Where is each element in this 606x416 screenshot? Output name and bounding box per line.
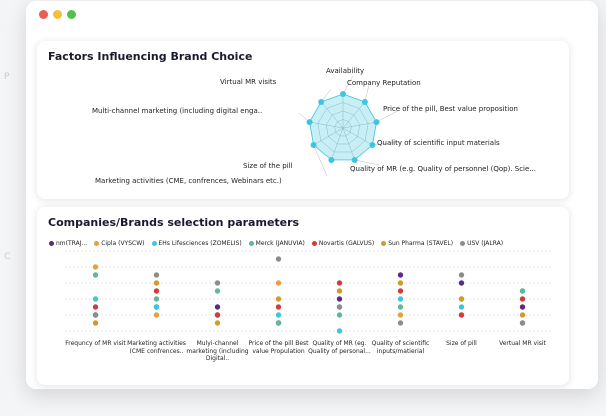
data-point	[276, 320, 281, 325]
data-point	[337, 296, 342, 301]
radar-axis-label: Marketing activities (CME, confrences, Webinars etc.)	[95, 177, 282, 185]
close-button[interactable]	[39, 10, 48, 19]
data-point	[154, 272, 159, 277]
legend-label: EHs Lifesciences (ZOMELIS)	[158, 240, 242, 247]
minimize-button[interactable]	[53, 10, 62, 19]
brands-title: Companies/Brands selection parameters	[48, 216, 300, 229]
data-point	[520, 304, 525, 309]
data-point	[215, 312, 220, 317]
data-point	[276, 256, 281, 261]
data-point	[459, 304, 464, 309]
data-point	[337, 304, 342, 309]
background-text: P	[4, 72, 10, 82]
x-axis-label: Size of pill	[446, 340, 477, 347]
x-axis-label: Vertual MR visit	[499, 340, 546, 347]
data-point	[459, 312, 464, 317]
radar-axis-label: Availability	[326, 67, 365, 75]
radar-point	[362, 99, 368, 105]
data-point	[215, 320, 220, 325]
x-axis-label: Quality of MR (eg. Quality of personal...	[308, 340, 371, 355]
legend-label: USV (JALRA)	[467, 240, 504, 247]
data-point	[93, 312, 98, 317]
legend-label: Novartis (GALVUS)	[318, 240, 375, 247]
legend-label: Merck (JANUVIA)	[255, 240, 305, 247]
radar-axis-label: Quality of scientific input materials	[377, 139, 500, 147]
data-point	[520, 296, 525, 301]
data-point	[459, 296, 464, 301]
x-axis-label: Frequncy of MR visit	[65, 340, 126, 347]
data-point	[276, 296, 281, 301]
data-point	[398, 272, 403, 277]
radar-axis-label: Virtual MR visits	[220, 78, 277, 86]
data-point	[398, 280, 403, 285]
x-axis-label: Price of the pill Best value Propulation	[248, 340, 309, 355]
x-axis-label: Marketing activities (CME confrences..	[127, 340, 186, 355]
radar-axis-label: Quality of MR (e.g. Quality of personnel (Qop). Scie...	[350, 165, 536, 173]
radar-point	[318, 99, 324, 105]
data-point	[93, 272, 98, 277]
factors-card	[37, 41, 569, 199]
brands-card	[37, 207, 569, 385]
data-point	[398, 320, 403, 325]
data-point	[93, 304, 98, 309]
data-point	[93, 296, 98, 301]
x-axis-label: Quality of scientific inputs/matierial	[371, 340, 430, 355]
data-point	[93, 320, 98, 325]
radar-point	[373, 119, 379, 125]
data-point	[398, 304, 403, 309]
data-point	[459, 280, 464, 285]
data-point	[337, 312, 342, 317]
data-point	[154, 288, 159, 293]
data-point	[337, 280, 342, 285]
maximize-button[interactable]	[67, 10, 76, 19]
data-point	[520, 320, 525, 325]
legend-label: Cipla (VYSCW)	[101, 240, 145, 247]
radar-point	[352, 157, 358, 163]
radar-axis-label: Size of the pill	[243, 162, 293, 170]
legend-label: Sun Pharma (STAVEL)	[388, 240, 454, 247]
data-point	[520, 288, 525, 293]
data-point	[520, 312, 525, 317]
radar-point	[307, 119, 313, 125]
data-point	[398, 296, 403, 301]
data-point	[276, 312, 281, 317]
data-point	[398, 288, 403, 293]
background-text: C	[4, 252, 11, 262]
data-point	[398, 312, 403, 317]
radar-axis-label: Price of the pill, Best value proposition	[383, 105, 518, 113]
radar-axis-label: Multi-channel marketing (including digital enga..	[92, 107, 263, 115]
data-point	[215, 304, 220, 309]
radar-chart	[37, 41, 569, 199]
data-point	[215, 288, 220, 293]
radar-point	[369, 142, 375, 148]
radar-point	[328, 157, 334, 163]
app-window	[26, 1, 598, 389]
scatter-chart	[37, 207, 569, 385]
radar-axis-label: Company Reputation	[347, 79, 421, 87]
radar-point	[340, 91, 346, 97]
data-point	[154, 280, 159, 285]
radar-point	[311, 142, 317, 148]
data-point	[215, 280, 220, 285]
data-point	[154, 296, 159, 301]
data-point	[276, 280, 281, 285]
data-point	[276, 304, 281, 309]
title-bar	[26, 1, 598, 31]
legend-label: nm(TRAJ...	[56, 240, 88, 247]
data-point	[459, 272, 464, 277]
x-axis-label: Mulyi-channel marketing (including Digital..	[186, 340, 249, 362]
data-point	[337, 288, 342, 293]
data-point	[154, 304, 159, 309]
data-point	[93, 264, 98, 269]
factors-title: Factors Influencing Brand Choice	[48, 50, 253, 63]
data-point	[154, 312, 159, 317]
data-point	[337, 328, 342, 333]
